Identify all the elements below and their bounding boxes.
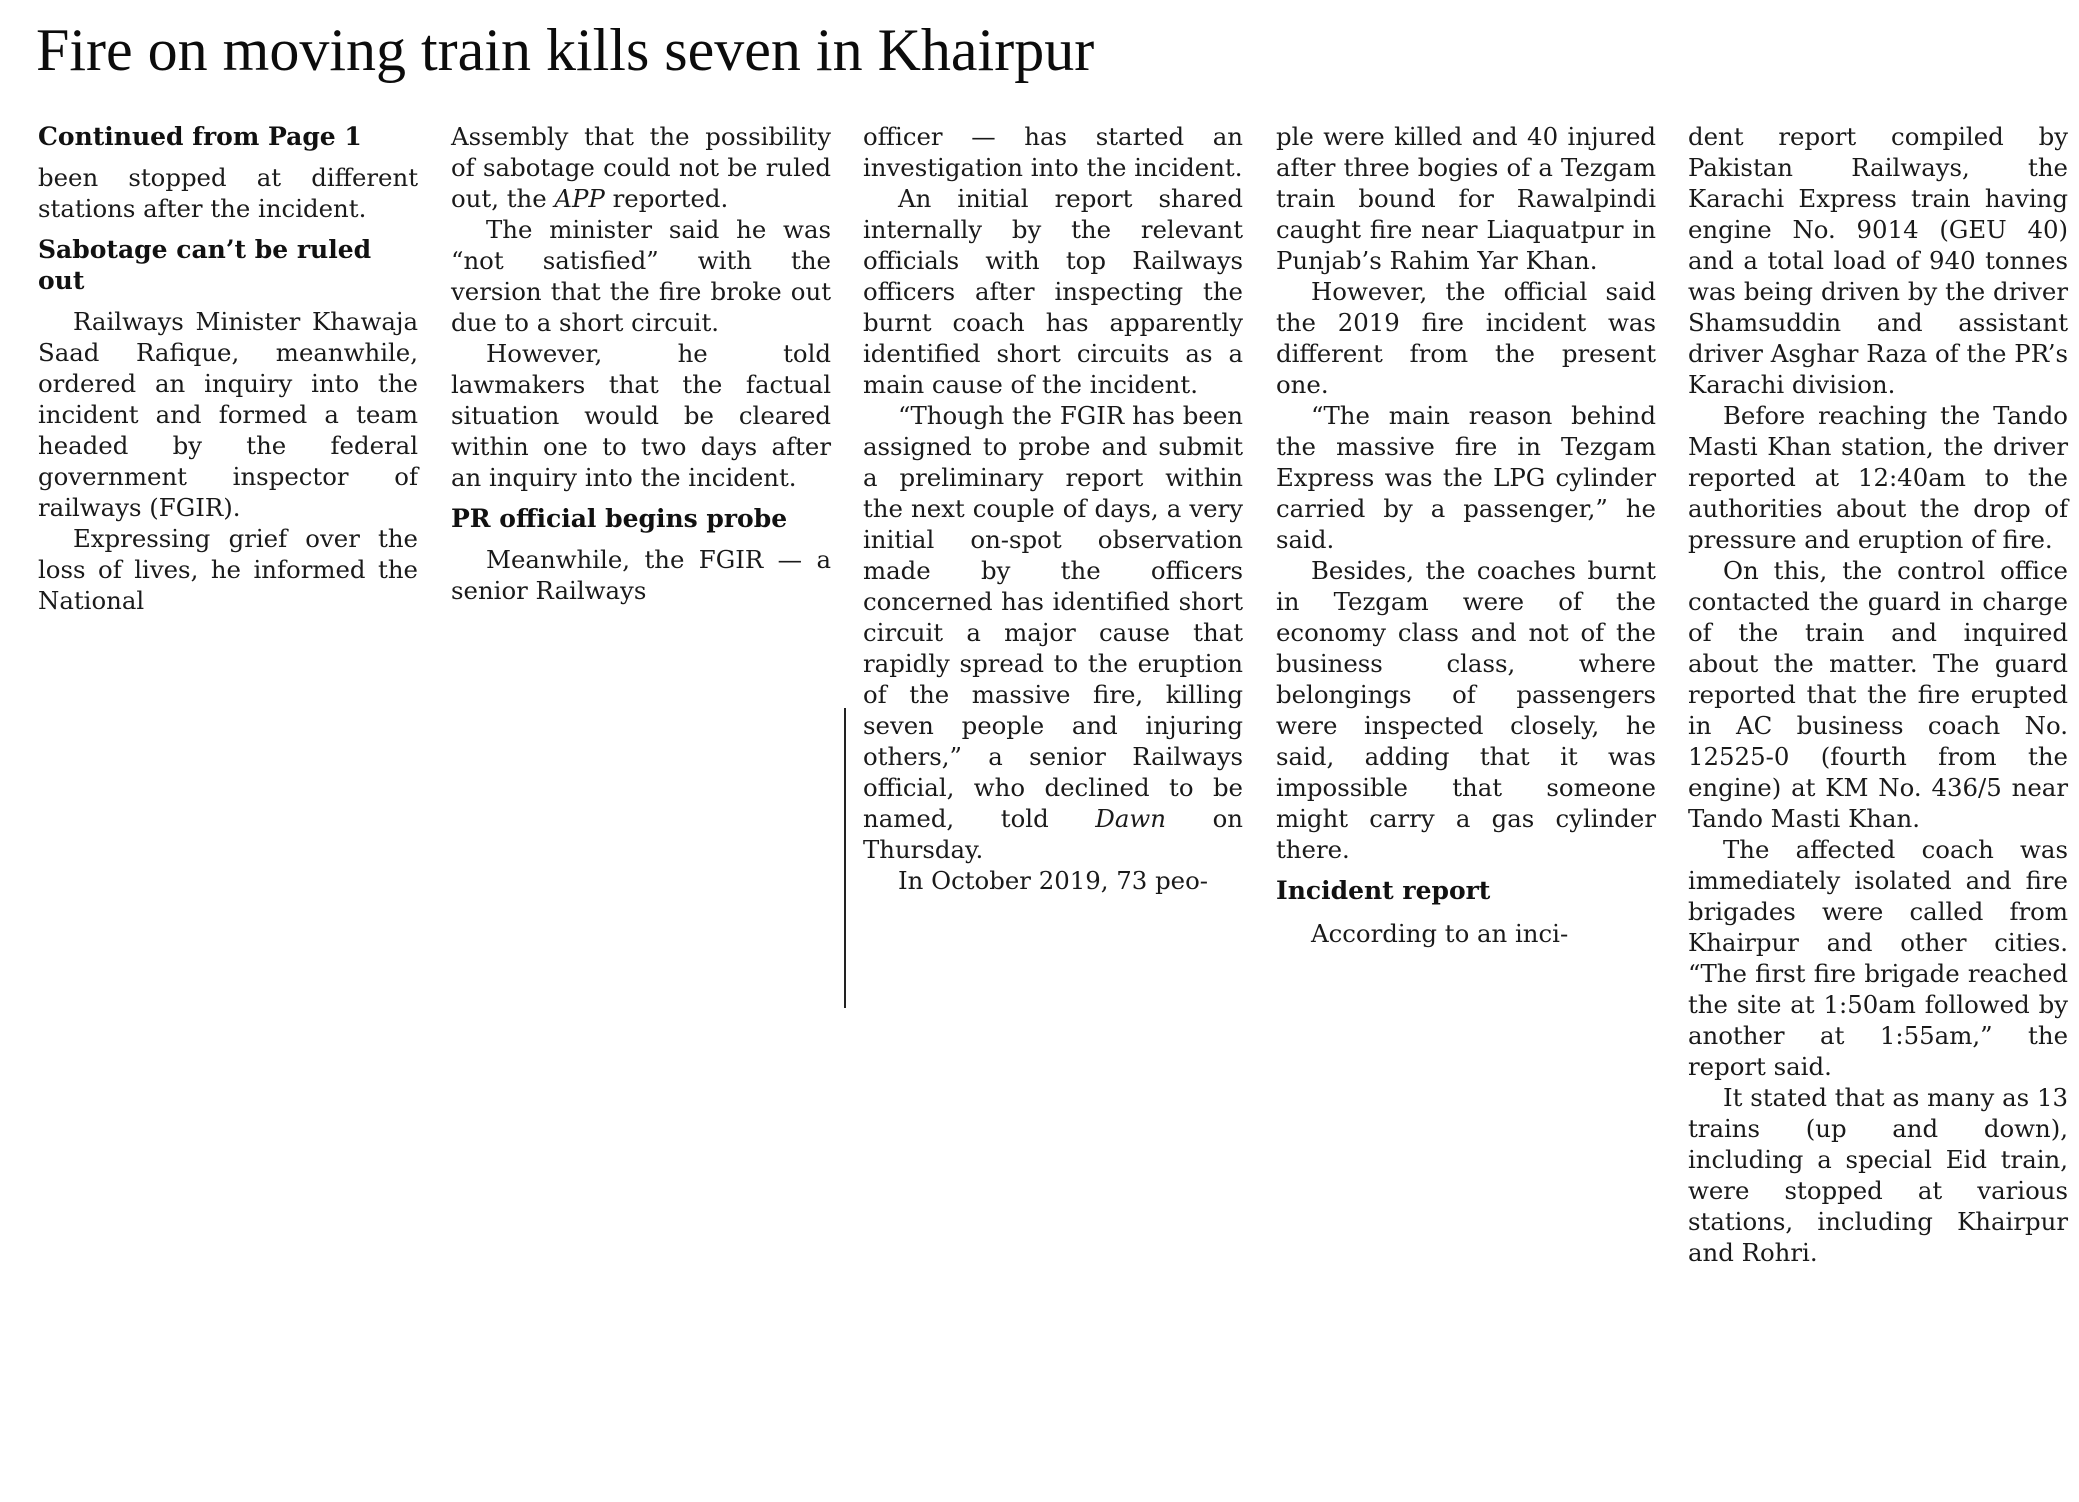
- paragraph: However, the official said the 2019 fire incident was different from the present one.: [1276, 277, 1656, 399]
- column-2: [451, 121, 831, 606]
- dawn-italic: Dawn: [1095, 804, 1166, 833]
- paragraph: “Though the FGIR has been assigned to probe and submit a preliminary report within the next couple of days, a very initial on-spot observation made by the officers concerned has identified short circuit a major cause that rapidly spread to the eruption of the massive fire, killing seven people and injuring others,” a senior Railways official, who declined to be named, told Dawn on Thursday.: [863, 401, 1243, 864]
- subheading-sabotage: Sabotage can’t be ruled out: [38, 235, 372, 295]
- column-4: [1276, 121, 1656, 949]
- headline: Fire on moving train kills seven in Khairpur: [36, 17, 1095, 83]
- paragraph: It stated that as many as 13 trains (up and down), including a special Eid train, were stopped at various stations, including Khairpur and Rohri.: [1688, 1083, 2068, 1267]
- paragraph: An initial report shared internally by the relevant officials with top Railways officers after inspecting the burnt coach has apparently identified short circuits as a main cause of the incident.: [863, 184, 1243, 399]
- column-3: [863, 121, 1243, 896]
- paragraph: According to an inci-: [1311, 919, 1569, 948]
- paragraph: been stopped at different stations after the incident.: [38, 163, 418, 223]
- subheading-incident-report: Incident report: [1276, 876, 1491, 905]
- paragraph: Before reaching the Tando Masti Khan station, the driver reported at 12:40am to the authorities about the drop of pressure and eruption of fire.: [1688, 401, 2068, 554]
- subheading-pr-official: PR official begins probe: [451, 504, 788, 533]
- paragraph: dent report compiled by Pakistan Railways, the Karachi Express train having engine No. 9014 (GEU 40) and a total load of 940 tonnes was being driven by the driver Shamsuddin and assistant driver Asghar Raza of the PR’s Karachi division.: [1688, 122, 2068, 399]
- paragraph: Assembly that the possibility of sabotage could not be ruled out, the APP reported.: [451, 122, 831, 213]
- paragraph: Meanwhile, the FGIR — a senior Railways: [451, 545, 831, 605]
- paragraph: “The main reason behind the massive fire in Tezgam Express was the LPG cylinder carried by a passenger,” he said.: [1276, 401, 1656, 554]
- paragraph: The minister said he was “not satisfied” with the version that the fire broke out due to a short circuit.: [451, 215, 831, 337]
- column-1: [38, 121, 418, 616]
- continued-label: Continued from Page 1: [38, 122, 362, 151]
- paragraph: However, he told lawmakers that the factual situation would be cleared within one to two days after an inquiry into the incident.: [451, 339, 831, 492]
- paragraph: On this, the control office contacted the guard in charge of the train and inquired about the matter. The guard reported that the fire erupted in AC business coach No. 12525-0 (fourth from the engine) at KM No. 436/5 near Tando Masti Khan.: [1688, 556, 2068, 833]
- column-rule: [844, 708, 846, 1008]
- paragraph: ple were killed and 40 injured after three bogies of a Tezgam train bound for Rawalpindi caught fire near Liaquatpur in Punjab’s Rahim Yar Khan.: [1276, 122, 1656, 275]
- column-5: [1688, 121, 2068, 1268]
- paragraph: In October 2019, 73 peo-: [898, 866, 1209, 895]
- paragraph: Railways Minister Khawaja Saad Rafique, meanwhile, ordered an inquiry into the incident and formed a team headed by the federal government inspector of railways (FGIR).: [38, 307, 418, 522]
- paragraph: Expressing grief over the loss of lives, he informed the National: [38, 524, 418, 615]
- app-italic: APP: [554, 184, 605, 213]
- paragraph: The affected coach was immediately isolated and fire brigades were called from Khairpur and other cities. “The first fire brigade reached the site at 1:50am followed by another at 1:55am,” the report said.: [1688, 835, 2068, 1081]
- paragraph: officer — has started an investigation into the incident.: [863, 122, 1243, 182]
- paragraph: Besides, the coaches burnt in Tezgam were of the economy class and not of the business class, where belongings of passengers were inspected closely, he said, adding that it was impossible that someone might carry a gas cylinder there.: [1276, 556, 1656, 864]
